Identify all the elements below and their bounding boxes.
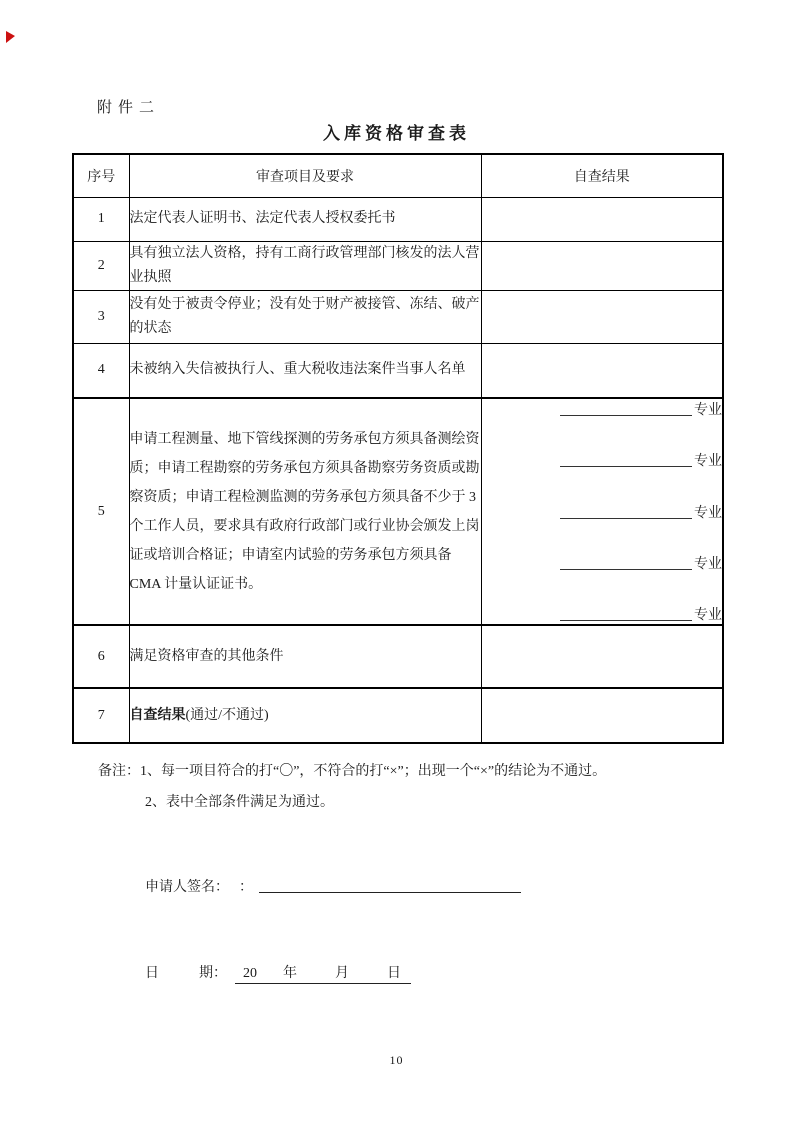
attachment-label: 附件二 <box>97 100 161 116</box>
red-cursor-marker-icon <box>6 31 15 43</box>
specialty-entry <box>560 553 722 573</box>
specialty-blank-line[interactable] <box>560 401 692 416</box>
row-no: 7 <box>73 688 129 743</box>
table-row <box>73 343 723 398</box>
table-row <box>73 290 723 343</box>
specialty-label: 专业 <box>694 454 722 470</box>
table-row <box>73 241 723 290</box>
specialty-blank-line[interactable] <box>560 504 692 519</box>
page-title: 入库资格审查表 <box>323 124 470 143</box>
specialty-blank-line[interactable] <box>560 606 692 621</box>
note-line-1 <box>98 760 606 780</box>
header-item: 审查项目及要求 <box>129 154 481 197</box>
row-no: 4 <box>73 343 129 398</box>
row-no: 5 <box>73 398 129 625</box>
specialty-label: 专业 <box>694 505 722 521</box>
result-cell[interactable] <box>481 688 723 743</box>
result-cell[interactable] <box>481 343 723 398</box>
specialty-entry <box>560 604 722 624</box>
specialty-entry <box>560 450 722 470</box>
signature-row <box>145 876 521 896</box>
date-month-label: 月 <box>335 966 349 981</box>
qualification-review-table <box>72 153 724 744</box>
row-no: 3 <box>73 290 129 343</box>
specialty-label: 专业 <box>694 403 722 418</box>
table-row <box>73 197 723 241</box>
date-blank-line[interactable] <box>235 962 411 984</box>
header-result: 自查结果 <box>481 154 723 197</box>
row-item: 未被纳入失信被执行人、重大税收违法案件当事人名单 <box>129 343 481 398</box>
row-item-main: 自查结果 <box>129 707 186 723</box>
specialty-entry <box>560 502 722 522</box>
row-item: 申请工程测量、地下管线探测的劳务承包方须具备测绘资质；申请工程勘察的劳务承包方须具备勘察劳务资质或勘察资质；申请工程检测监测的劳务承包方须具备不少于 3 个工作人员，要求具有政府行政部门或行业协会颁发上岗证或培训合格证；申请室内试验的劳务承包方须具备 CMA 计量认证证书。 <box>129 398 481 625</box>
row-item: 具有独立法人资格，持有工商行政管理部门核发的法人营业执照 <box>129 241 481 290</box>
specialty-blank-line[interactable] <box>560 452 692 467</box>
row-item <box>129 688 481 743</box>
notes-label: 备注： <box>98 764 140 779</box>
applicant-signature-label: 申请人签名： <box>145 880 229 895</box>
table-row <box>73 688 723 743</box>
result-cell[interactable] <box>481 625 723 688</box>
date-label-ri: 日 <box>145 966 159 981</box>
row-item: 没有处于被责令停业；没有处于财产被接管、冻结、破产的状态 <box>129 290 481 343</box>
specialty-label: 专业 <box>694 556 722 572</box>
note-text-1: 1、每一项目符合的打“〇”，不符合的打“×”；出现一个“×”的结论为不通过。 <box>140 764 607 779</box>
date-year-label: 年 <box>283 966 297 981</box>
note-line-2: 2、表中全部条件满足为通过。 <box>145 795 334 810</box>
result-cell[interactable] <box>481 197 723 241</box>
date-row <box>145 962 411 984</box>
specialty-entry <box>560 399 722 419</box>
date-year-prefix: 20 <box>243 966 257 981</box>
header-no: 序号 <box>73 154 129 197</box>
row-no: 1 <box>73 197 129 241</box>
signature-blank-line[interactable] <box>259 878 521 893</box>
page-number: 10 <box>389 1053 404 1067</box>
table-header-row <box>73 154 723 197</box>
row-item-suffix: (通过/不通过) <box>185 707 269 723</box>
row-item: 法定代表人证明书、法定代表人授权委托书 <box>129 197 481 241</box>
date-day-label: 日 <box>387 966 401 981</box>
table-row <box>73 398 723 625</box>
specialty-blank-line[interactable] <box>560 555 692 570</box>
row-no: 6 <box>73 625 129 688</box>
date-label-qi: 期： <box>199 966 227 981</box>
signature-colon: ： <box>239 880 253 895</box>
result-cell[interactable] <box>481 241 723 290</box>
specialty-label: 专业 <box>694 608 722 623</box>
row-no: 2 <box>73 241 129 290</box>
result-cell <box>481 398 723 625</box>
table-row <box>73 625 723 688</box>
row-item: 满足资格审查的其他条件 <box>129 625 481 688</box>
result-cell[interactable] <box>481 290 723 343</box>
